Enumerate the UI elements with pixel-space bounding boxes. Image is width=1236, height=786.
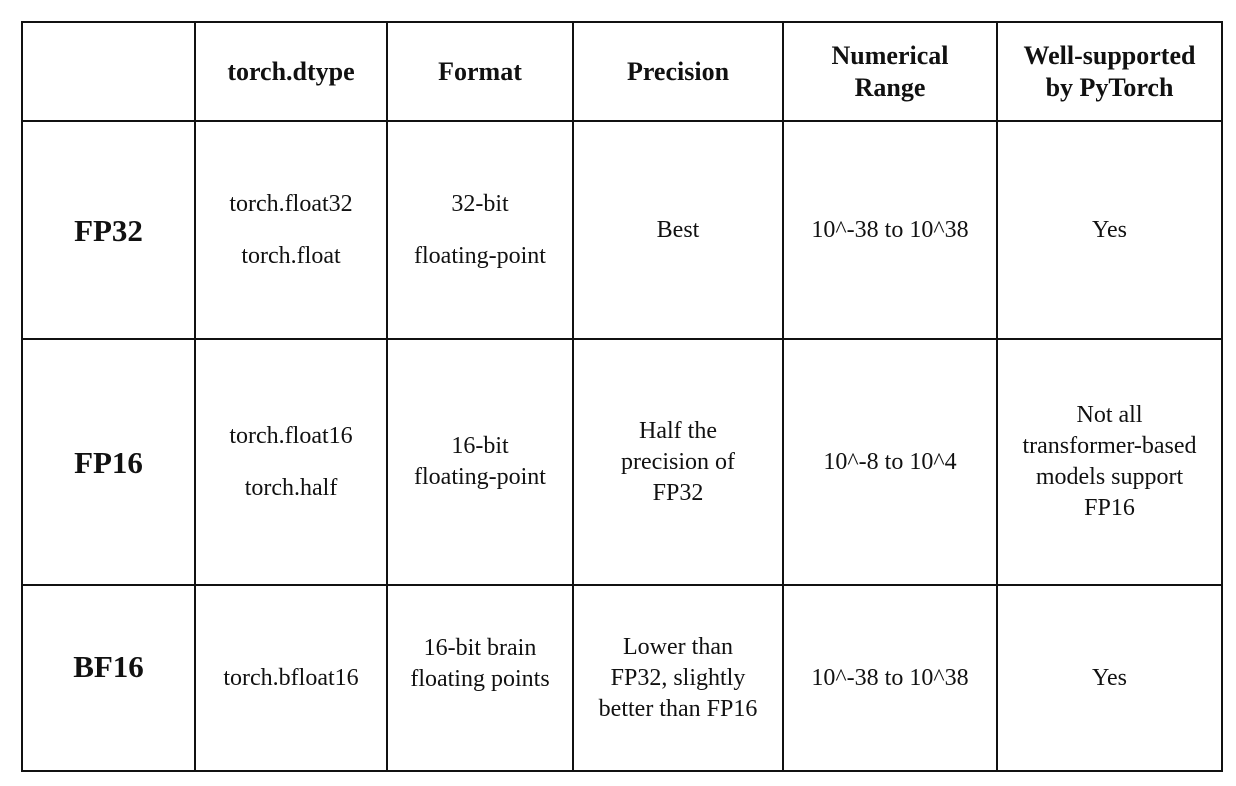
header-well-supported (997, 22, 1222, 121)
header-row (22, 22, 1222, 121)
precision-cell-fp32: Best (573, 121, 783, 339)
precision-line-1: Lower than (623, 633, 733, 660)
supported-line-1: Not all (1076, 402, 1143, 428)
dtype-cell-fp16 (195, 339, 387, 585)
table-row-bf16 (22, 585, 1222, 771)
header-numerical-range-line-2: Range (854, 72, 926, 102)
range-cell-fp16: 10^-8 to 10^4 (783, 339, 997, 585)
format-cell-bf16 (387, 585, 573, 771)
precision-line-2: FP32, slightly (610, 664, 746, 691)
format-cell-fp16 (387, 339, 573, 585)
row-label-bf16: BF16 (22, 585, 195, 771)
dtype-cell-bf16 (195, 585, 387, 771)
supported-line-4: FP16 (1084, 495, 1135, 521)
format-line-2: floating-point (414, 464, 546, 490)
format-line-2: floating points (410, 666, 550, 692)
precision-cell-bf16 (573, 585, 783, 771)
supported-line-3: models support (1035, 464, 1184, 490)
dtype-cell-fp32 (195, 121, 387, 339)
format-line-1: 32-bit (451, 190, 509, 217)
header-torch-dtype: torch.dtype (195, 22, 387, 121)
row-label-fp16: FP16 (22, 339, 195, 585)
table-row-fp16 (22, 339, 1222, 585)
row-label-fp32: FP32 (22, 121, 195, 339)
supported-line-2: transformer-based (1022, 433, 1197, 459)
precision-line-1: Half the (639, 417, 717, 444)
precision-line-2: precision of (621, 448, 735, 475)
header-numerical-range-line-1: Numerical (831, 40, 949, 70)
format-cell-fp32 (387, 121, 573, 339)
supported-cell-bf16: Yes (997, 585, 1222, 771)
precision-cell-fp16 (573, 339, 783, 585)
supported-cell-fp16 (997, 339, 1222, 585)
dtype-name: torch.bfloat16 (223, 664, 359, 691)
header-well-supported-line-2: by PyTorch (1045, 72, 1174, 102)
dtype-name: torch.float32 (229, 190, 353, 217)
format-line-1: 16-bit brain (423, 635, 537, 661)
dtype-name: torch.float16 (229, 422, 353, 449)
range-cell-fp32: 10^-38 to 10^38 (783, 121, 997, 339)
dtype-alias: torch.float (241, 242, 341, 269)
supported-cell-fp32: Yes (997, 121, 1222, 339)
header-precision: Precision (573, 22, 783, 121)
header-numerical-range (783, 22, 997, 121)
dtype-comparison-table (21, 21, 1223, 772)
format-line-1: 16-bit (451, 433, 509, 459)
header-well-supported-line-1: Well-supported (1023, 40, 1196, 70)
dtype-alias: torch.half (244, 474, 338, 501)
format-line-2: floating-point (414, 242, 546, 269)
header-format: Format (387, 22, 573, 121)
precision-line-3: FP32 (652, 479, 704, 506)
precision-line-3: better than FP16 (598, 695, 758, 722)
range-cell-bf16: 10^-38 to 10^38 (783, 585, 997, 771)
header-empty-cell (22, 22, 195, 121)
table-row-fp32 (22, 121, 1222, 339)
